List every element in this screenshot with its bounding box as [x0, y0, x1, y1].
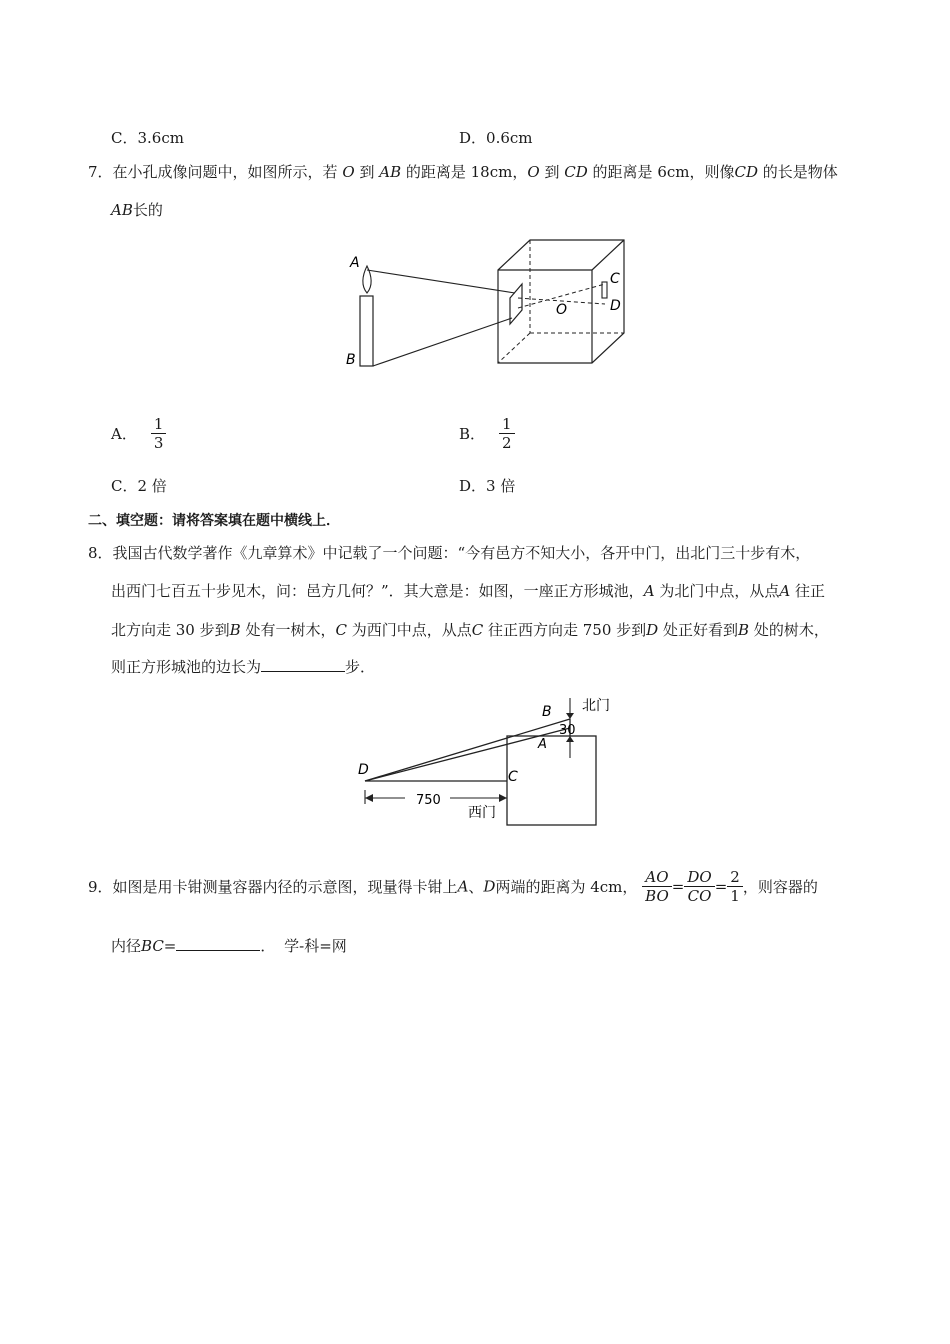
- numerator: 1: [502, 415, 512, 433]
- var-a: A: [643, 582, 655, 600]
- q8-city-figure: [350, 692, 630, 832]
- numerator: DO: [687, 868, 712, 886]
- fraction: [499, 415, 515, 452]
- q7-option-d: D．3 倍: [459, 477, 516, 495]
- var-c: C: [471, 621, 484, 639]
- q8-text: 处正好看到: [662, 621, 738, 639]
- fraction-two-one: [727, 868, 743, 905]
- var-o: O: [527, 163, 540, 181]
- q7-pinhole-figure: [340, 236, 640, 376]
- var-c: C: [335, 621, 347, 639]
- var-a: A: [457, 877, 469, 896]
- label-b: B: [346, 352, 356, 368]
- q8-number: 8．: [88, 544, 113, 562]
- denominator: BO: [642, 886, 672, 905]
- q8-text: 为西门中点，从点: [351, 621, 472, 639]
- q9-text: =: [163, 937, 177, 955]
- label-west-gate: 西门: [468, 805, 496, 821]
- label-c: C: [508, 769, 518, 785]
- q8-text: 往正: [794, 582, 825, 600]
- q9-line1: [88, 868, 818, 905]
- var-d: D: [646, 621, 659, 639]
- q8-text: 往正西方向走 750 步到: [488, 621, 647, 639]
- equals: =: [671, 877, 685, 896]
- city-square: [507, 736, 596, 825]
- fraction-do-co: [684, 868, 714, 905]
- var-cd: CD: [734, 163, 758, 181]
- q9-text: 、: [468, 878, 484, 896]
- label-a: A: [538, 737, 547, 752]
- q8-text: 为北门中点，从点: [659, 582, 780, 600]
- q9-text: 如图是用卡钳测量容器内径的示意图，现量得卡钳上: [112, 878, 458, 896]
- q9-text: ．: [260, 937, 276, 955]
- answer-blank[interactable]: [261, 657, 345, 672]
- q7-line1: [88, 161, 838, 182]
- q7-text: 长的: [132, 201, 163, 219]
- q7-text: 的距离是 6cm，则像: [592, 163, 735, 181]
- q8-text: 我国古代数学著作《九章算术》中记载了一个问题：“今有邑方不知大小，各开中门，出北门三十步有木，: [112, 544, 811, 562]
- var-ab: AB: [379, 163, 402, 181]
- q7-text: 在小孔成像问题中，如图所示，若: [112, 163, 338, 181]
- answer-blank[interactable]: [176, 936, 260, 951]
- option-label: A．: [111, 425, 137, 443]
- label-d: D: [358, 762, 369, 778]
- q8-line1: [88, 542, 810, 563]
- label-o: O: [556, 302, 568, 318]
- var-ab: AB: [111, 201, 133, 219]
- q7-text: 的距离是 18cm，: [405, 163, 528, 181]
- q7-text: 的长是物体: [762, 163, 838, 181]
- q9-line2: [111, 935, 347, 956]
- denominator: 2: [499, 433, 515, 452]
- watermark: 学-科=网: [284, 937, 347, 955]
- label-thirty: 30: [559, 723, 576, 738]
- var-o: O: [342, 163, 355, 181]
- q7-text: 到: [359, 163, 375, 181]
- q7-number: 7．: [88, 163, 113, 181]
- denominator: CO: [684, 886, 714, 905]
- var-b: B: [229, 621, 241, 639]
- q8-line4: [111, 656, 375, 677]
- q9-number: 9．: [88, 878, 113, 896]
- denominator: 3: [151, 433, 167, 452]
- label-seven-fifty: 750: [416, 793, 441, 808]
- q8-text: 步．: [345, 658, 376, 676]
- q9-text: ，则容器的: [742, 878, 818, 896]
- q8-line2: [111, 580, 825, 601]
- label-b: B: [542, 704, 552, 720]
- var-d: D: [483, 877, 496, 896]
- q6-option-c: C．3.6cm: [111, 129, 184, 147]
- option-label: B．: [459, 425, 486, 443]
- q8-line3: [111, 619, 829, 640]
- numerator: AO: [645, 868, 669, 886]
- var-b: B: [738, 621, 750, 639]
- label-north-gate: 北门: [582, 698, 610, 714]
- q7-option-a: [111, 415, 166, 452]
- q9-text: 两端的距离为 4cm，: [495, 878, 638, 896]
- label-c: C: [610, 271, 620, 287]
- var-a: A: [779, 582, 791, 600]
- candle-body: [360, 296, 373, 366]
- q7-line2: [111, 199, 163, 220]
- q9-text: 内径: [111, 937, 142, 955]
- q8-text: 处有一树木，: [245, 621, 336, 639]
- section-heading: 二、填空题：请将答案填在题中横线上．: [88, 513, 340, 529]
- fraction-ao-bo: [642, 868, 672, 905]
- var-bc: BC: [141, 937, 164, 955]
- q8-text: 则正方形城池的边长为: [111, 658, 262, 676]
- q6-option-d: D．0.6cm: [459, 129, 533, 147]
- q7-option-c: C．2 倍: [111, 477, 167, 495]
- denominator: 1: [727, 886, 743, 905]
- equals: =: [714, 877, 728, 896]
- numerator: 1: [153, 415, 164, 433]
- label-a: A: [350, 255, 360, 271]
- fraction: [151, 415, 167, 452]
- q7-text: 到: [544, 163, 560, 181]
- label-d: D: [610, 298, 621, 314]
- q8-text: 北方向走 30 步到: [111, 621, 230, 639]
- var-cd: CD: [564, 163, 588, 181]
- q8-text: 出西门七百五十步见木，问：邑方几何？”．其大意是：如图，一座正方形城池，: [111, 582, 644, 600]
- q7-option-b: [459, 415, 515, 452]
- numerator: 2: [730, 868, 740, 886]
- q8-text: 处的树木，: [753, 621, 829, 639]
